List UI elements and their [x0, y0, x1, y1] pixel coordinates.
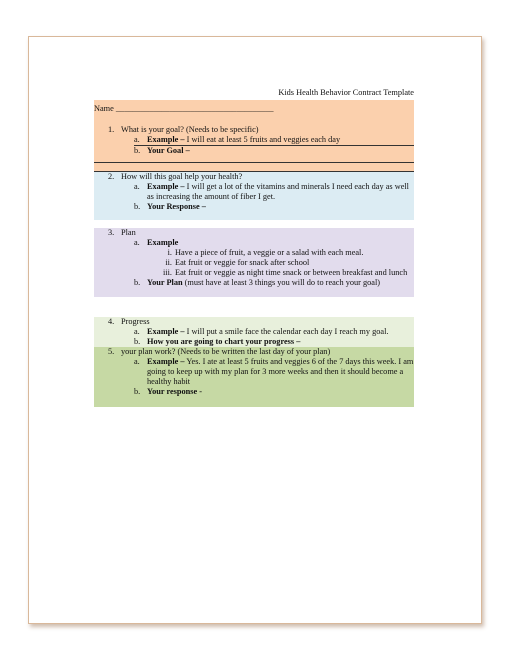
section-3-item-a: a. Example: [94, 238, 414, 248]
section-5-item-b[interactable]: b. Your response -: [94, 387, 414, 397]
section-3-subitem-3: iii. Eat fruit or veggie as night time snack or between breakfast and lunch: [94, 268, 414, 278]
section-2-item-b[interactable]: b. Your Response –: [94, 202, 414, 212]
section-3-heading: 3. Plan: [94, 228, 414, 238]
section-1-item-a: a. Example – I will eat at least 5 fruits and veggies each day: [94, 135, 414, 146]
name-label: Name: [94, 104, 116, 113]
name-field[interactable]: [94, 100, 414, 116]
document-title: Kids Health Behavior Contract Template: [278, 88, 414, 97]
section-3-item-b[interactable]: b. Your Plan (must have at least 3 things you will do to reach your goal): [94, 278, 414, 288]
section-5-item-a: a. Example – Yes. I ate at least 5 fruits and veggies 6 of the 7 days this week. I am going to keep up with my plan for 3 more weeks and then it should become a healthy habit: [94, 357, 414, 387]
section-4-item-a: a. Example – I will put a smile face the calendar each day I reach my goal.: [94, 327, 414, 337]
contract-document: [94, 88, 414, 407]
name-line: ______________________________________: [115, 104, 274, 113]
section-1-heading: 1. What is your goal? (Needs to be specific): [94, 125, 414, 135]
section-2-heading: 2. How will this goal help your health?: [94, 172, 414, 182]
section-1-item-b[interactable]: b. Your Goal –: [94, 146, 414, 156]
section-2-item-a: a. Example – I will get a lot of the vitamins and minerals I need each day as well as increasing the amount of fiber I get.: [94, 182, 414, 202]
section-5-heading: 5. your plan work? (Needs to be written the last day of your plan): [94, 347, 414, 357]
section-4-item-b[interactable]: b. How you are going to chart your progress –: [94, 337, 414, 347]
section-3-subitem-1: i. Have a piece of fruit, a veggie or a salad with each meal.: [94, 248, 414, 258]
section-4-heading: 4. Progress: [94, 317, 414, 327]
section-3-subitem-2: ii. Eat fruit or veggie for snack after school: [94, 258, 414, 268]
